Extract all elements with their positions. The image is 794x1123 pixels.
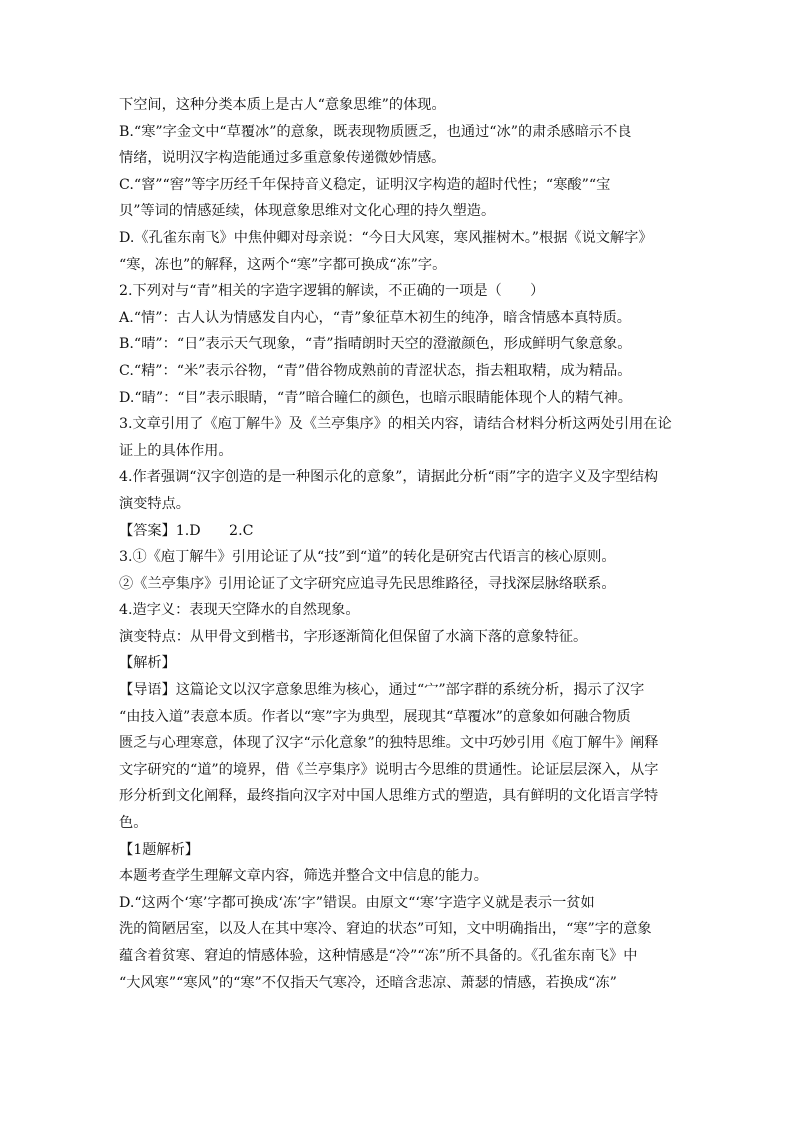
question-4-line-2: 演变特点。 [119, 495, 190, 512]
question-3-line-2: 证上的具体作用。 [119, 442, 233, 459]
question-1-analysis-line-2: 洗的简陋居室，以及人在其中寒冷、窘迫的状态”可知，文中明确指出，“寒”字的意象 [119, 921, 652, 938]
question-1-analysis-line-3: 蕴含着贫寒、窘迫的情感体验，这种情感是“冷”“冻”所不具备的。《孔雀东南飞》中 [119, 948, 638, 964]
option-b-line-2: 情绪，说明汉字构造能通过多重意象传递微妙情感。 [119, 150, 446, 167]
answer-line: 【答案】1.D 2.C [119, 522, 254, 539]
intro-line-3: 匮乏与心理寒意，体现了汉字“示化意象”的独特思维。文中巧妙引用《庖丁解牛》阐释 [119, 735, 659, 752]
question-1-analysis-heading: 【1题解析】 [119, 841, 199, 858]
option-b-line-1: B.“寒”字金文中“草覆冰”的意象，既表现物质匮乏，也通过“冰”的肃杀感暗示不良 [119, 123, 632, 140]
question-4-line-1: 4.作者强调“汉字创造的是一种图示化的意象”，请据此分析“雨”字的造字义及字型结构 [119, 469, 659, 486]
question-2-option-a: A.“情”：古人认为情感发自内心，“青”象征草木初生的纯净，暗含情感本真特质。 [119, 309, 631, 326]
answer-4-evolution: 演变特点：从甲骨文到楷书，字形逐渐简化但保留了水滴下落的意象特征。 [119, 628, 588, 645]
answer-4-meaning: 4.造字义：表现天空降水的自然现象。 [119, 602, 360, 619]
intro-line-6: 色。 [119, 815, 148, 832]
option-d-line-1: D.《孔雀东南飞》中焦仲卿对母亲说：“今日大风寒，寒风摧树木。”根据《说文解字》 [119, 229, 653, 246]
answer-3-point-1: 3.①《庖丁解牛》引用论证了从“技”到“道”的转化是研究古代语言的核心原则。 [119, 549, 616, 566]
option-c-line-2: 贝”等词的情感延续，体现意象思维对文化心理的持久塑造。 [119, 203, 496, 220]
question-2-option-c: C.“精”：“米”表示谷物，“青”借谷物成熟前的青涩状态，指去粗取精，成为精品。 [119, 362, 632, 379]
question-3-line-1: 3.文章引用了《庖丁解牛》及《兰亭集序》的相关内容，请结合材料分析这两处引用在论 [119, 416, 672, 433]
question-1-analysis-summary: 本题考查学生理解文章内容，筛选并整合文中信息的能力。 [119, 868, 488, 885]
question-1-analysis-line-4: “大风寒”“寒风”的“寒”不仅指天气寒冷，还暗含悲凉、萧瑟的情感，若换成“冻” [119, 974, 617, 991]
answer-3-point-2: ②《兰亭集序》引用论证了文字研究应追寻先民思维路径，寻找深层脉络联系。 [119, 575, 616, 592]
document-page [119, 92, 677, 996]
intro-line-4: 文字研究的“道”的境界，借《兰亭集序》说明古今思维的贯通性。论证层层深入，从字 [119, 761, 659, 778]
question-2-option-d: D.“睛”：“目”表示眼睛，“青”暗合瞳仁的颜色，也暗示眼睛能体现个人的精气神。 [119, 389, 632, 406]
intro-line-2: “由技入道”表意本质。作者以“寒”字为典型，展现其“草覆冰”的意象如何融合物质 [119, 708, 631, 725]
text-line-continuation: 下空间，这种分类本质上是古人“意象思维”的体现。 [119, 97, 446, 113]
intro-line-5: 形分析到文化阐释，最终指向汉字对中国人思维方式的塑造，具有鲜明的文化语言学特 [119, 788, 659, 805]
analysis-heading: 【解析】 [119, 655, 176, 672]
question-2-stem: 2.下列对与“青”相关的字造字逻辑的解读，不正确的一项是（ ） [119, 283, 545, 300]
intro-line-1: 【导语】这篇论文以汉字意象思维为核心，通过“宀”部字群的系统分析，揭示了汉字 [119, 682, 645, 699]
option-d-line-2: “寒，冻也”的解释，这两个“寒”字都可换成“冻”字。 [119, 256, 447, 273]
option-c-line-1: C.“窨”“窖”等字历经千年保持音义稳定，证明汉字构造的超时代性；“寒酸”“宝 [119, 176, 611, 193]
question-2-option-b: B.“晴”：“日”表示天气现象，“青”指晴朗时天空的澄澈颜色，形成鲜明气象意象。 [119, 336, 632, 353]
question-1-analysis-line-1: D.“这两个‘寒’字都可换成‘冻’字”错误。由原文“‘寒’字造字义就是表示一贫如 [119, 894, 595, 911]
